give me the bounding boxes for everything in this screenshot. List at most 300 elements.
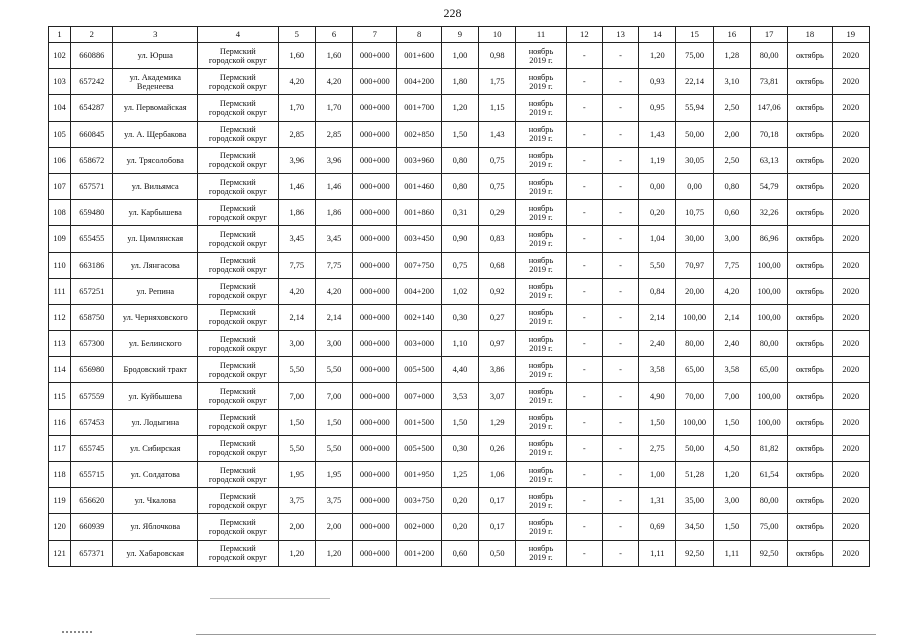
table-cell: 70,97 bbox=[676, 252, 713, 278]
table-cell: 1,10 bbox=[441, 331, 478, 357]
table-cell: 000+000 bbox=[353, 173, 397, 199]
table-cell: 3,75 bbox=[278, 488, 315, 514]
table-cell: - bbox=[602, 200, 638, 226]
table-cell: 2020 bbox=[832, 488, 869, 514]
table-cell: 113 bbox=[49, 331, 71, 357]
page-number: 228 bbox=[443, 6, 462, 20]
column-header: 2 bbox=[71, 27, 113, 43]
table-cell: 000+000 bbox=[353, 488, 397, 514]
table-cell: ул. Куйбышева bbox=[113, 383, 198, 409]
table-cell: 103 bbox=[49, 69, 71, 95]
table-cell: - bbox=[602, 226, 638, 252]
table-cell: Пермский городской округ bbox=[198, 409, 279, 435]
table-cell: ул. Трясолобова bbox=[113, 147, 198, 173]
table-cell: 22,14 bbox=[676, 69, 713, 95]
table-cell: 92,50 bbox=[750, 540, 787, 566]
table-cell: 657453 bbox=[71, 409, 113, 435]
column-header: 18 bbox=[788, 27, 832, 43]
table-cell: 1,20 bbox=[315, 540, 352, 566]
table-cell: 105 bbox=[49, 121, 71, 147]
table-cell: 4,20 bbox=[315, 69, 352, 95]
table-cell: 100,00 bbox=[750, 252, 787, 278]
table-cell: 660939 bbox=[71, 514, 113, 540]
table-cell: 655715 bbox=[71, 462, 113, 488]
table-cell: - bbox=[602, 383, 638, 409]
table-cell: 1,46 bbox=[278, 173, 315, 199]
table-cell: ул. Академика Веденеева bbox=[113, 69, 198, 95]
table-cell: 655455 bbox=[71, 226, 113, 252]
table-cell: 2020 bbox=[832, 69, 869, 95]
table-cell: 0,80 bbox=[441, 147, 478, 173]
table-row bbox=[49, 278, 870, 304]
table-cell: ул. Солдатова bbox=[113, 462, 198, 488]
table-cell: 2020 bbox=[832, 43, 869, 69]
table-cell: - bbox=[566, 226, 602, 252]
table-cell: ноябрь 2019 г. bbox=[516, 462, 566, 488]
table-row bbox=[49, 173, 870, 199]
table-cell: 117 bbox=[49, 435, 71, 461]
table-cell: 7,00 bbox=[278, 383, 315, 409]
table-row bbox=[49, 95, 870, 121]
table-cell: 004+200 bbox=[397, 278, 441, 304]
table-cell: - bbox=[566, 488, 602, 514]
table-cell: 0,95 bbox=[639, 95, 676, 121]
column-header: 9 bbox=[441, 27, 478, 43]
table-cell: 107 bbox=[49, 173, 71, 199]
table-cell: 3,45 bbox=[278, 226, 315, 252]
table-cell: 111 bbox=[49, 278, 71, 304]
table-cell: 000+000 bbox=[353, 304, 397, 330]
table-cell: 2,00 bbox=[278, 514, 315, 540]
table-cell: 2,85 bbox=[315, 121, 352, 147]
data-table bbox=[48, 26, 870, 567]
table-cell: октябрь bbox=[788, 357, 832, 383]
table-cell: 657242 bbox=[71, 69, 113, 95]
table-cell: 4,40 bbox=[441, 357, 478, 383]
table-cell: - bbox=[602, 435, 638, 461]
table-cell: 7,75 bbox=[315, 252, 352, 278]
table-cell: 000+000 bbox=[353, 331, 397, 357]
table-cell: 100,00 bbox=[750, 383, 787, 409]
table-cell: 3,00 bbox=[713, 226, 750, 252]
table-cell: Пермский городской округ bbox=[198, 69, 279, 95]
table-cell: 3,07 bbox=[479, 383, 516, 409]
table-cell: 1,28 bbox=[713, 43, 750, 69]
table-cell: - bbox=[602, 278, 638, 304]
table-cell: 5,50 bbox=[315, 357, 352, 383]
table-cell: - bbox=[602, 488, 638, 514]
table-cell: 3,75 bbox=[315, 488, 352, 514]
table-cell: 4,90 bbox=[639, 383, 676, 409]
table-cell: 1,60 bbox=[315, 43, 352, 69]
table-cell: 655745 bbox=[71, 435, 113, 461]
table-cell: 000+000 bbox=[353, 435, 397, 461]
table-row bbox=[49, 357, 870, 383]
table-cell: 81,82 bbox=[750, 435, 787, 461]
table-cell: - bbox=[602, 121, 638, 147]
table-cell: 75,00 bbox=[676, 43, 713, 69]
table-cell: 1,20 bbox=[639, 43, 676, 69]
table-cell: ноябрь 2019 г. bbox=[516, 278, 566, 304]
table-body bbox=[49, 43, 870, 567]
table-cell: 0,27 bbox=[479, 304, 516, 330]
table-cell: 000+000 bbox=[353, 357, 397, 383]
bottom-mark bbox=[62, 631, 92, 633]
table-cell: 1,20 bbox=[441, 95, 478, 121]
table-cell: октябрь bbox=[788, 43, 832, 69]
table-cell: 0,30 bbox=[441, 304, 478, 330]
table-cell: Бродовский тракт bbox=[113, 357, 198, 383]
table-cell: ноябрь 2019 г. bbox=[516, 409, 566, 435]
table-cell: октябрь bbox=[788, 147, 832, 173]
table-cell: 000+000 bbox=[353, 462, 397, 488]
table-cell: 1,02 bbox=[441, 278, 478, 304]
table-cell: 1,75 bbox=[479, 69, 516, 95]
table-cell: 2020 bbox=[832, 304, 869, 330]
table-cell: 3,96 bbox=[278, 147, 315, 173]
table-cell: 100,00 bbox=[676, 409, 713, 435]
table-cell: ноябрь 2019 г. bbox=[516, 435, 566, 461]
table-cell: 001+860 bbox=[397, 200, 441, 226]
table-cell: Пермский городской округ bbox=[198, 278, 279, 304]
table-cell: - bbox=[566, 121, 602, 147]
table-cell: 1,20 bbox=[278, 540, 315, 566]
table-row bbox=[49, 435, 870, 461]
table-cell: - bbox=[566, 540, 602, 566]
table-cell: 5,50 bbox=[278, 357, 315, 383]
table-cell: - bbox=[566, 409, 602, 435]
table-cell: 2,00 bbox=[315, 514, 352, 540]
table-cell: 2020 bbox=[832, 173, 869, 199]
table-cell: 000+000 bbox=[353, 514, 397, 540]
table-cell: 2,75 bbox=[639, 435, 676, 461]
table-cell: 1,15 bbox=[479, 95, 516, 121]
table-cell: - bbox=[566, 304, 602, 330]
table-cell: 80,00 bbox=[750, 488, 787, 514]
table-cell: 0,98 bbox=[479, 43, 516, 69]
table-cell: 657559 bbox=[71, 383, 113, 409]
table-cell: 1,50 bbox=[441, 121, 478, 147]
table-cell: 0,26 bbox=[479, 435, 516, 461]
table-cell: 1,43 bbox=[639, 121, 676, 147]
table-cell: 2,14 bbox=[713, 304, 750, 330]
table-row bbox=[49, 331, 870, 357]
table-cell: 70,18 bbox=[750, 121, 787, 147]
table-cell: 2020 bbox=[832, 435, 869, 461]
table-cell: - bbox=[566, 95, 602, 121]
table-cell: 50,00 bbox=[676, 121, 713, 147]
table-cell: Пермский городской округ bbox=[198, 173, 279, 199]
table-cell: - bbox=[602, 147, 638, 173]
table-row bbox=[49, 147, 870, 173]
table-cell: 001+950 bbox=[397, 462, 441, 488]
table-cell: ноябрь 2019 г. bbox=[516, 147, 566, 173]
table-cell: 100,00 bbox=[750, 304, 787, 330]
table-cell: 003+750 bbox=[397, 488, 441, 514]
table-cell: 65,00 bbox=[750, 357, 787, 383]
table-cell: 1,04 bbox=[639, 226, 676, 252]
column-header: 16 bbox=[713, 27, 750, 43]
table-cell: Пермский городской округ bbox=[198, 462, 279, 488]
table-cell: 0,50 bbox=[479, 540, 516, 566]
table-cell: - bbox=[602, 69, 638, 95]
table-cell: 1,50 bbox=[278, 409, 315, 435]
table-cell: 2020 bbox=[832, 514, 869, 540]
table-cell: 7,75 bbox=[278, 252, 315, 278]
table-cell: - bbox=[602, 462, 638, 488]
table-cell: 1,60 bbox=[278, 43, 315, 69]
footer-divider bbox=[210, 598, 330, 599]
table-cell: - bbox=[566, 200, 602, 226]
table-row bbox=[49, 43, 870, 69]
table-cell: 2020 bbox=[832, 226, 869, 252]
table-cell: 20,00 bbox=[676, 278, 713, 304]
table-cell: 3,00 bbox=[315, 331, 352, 357]
table-cell: 001+460 bbox=[397, 173, 441, 199]
table-row bbox=[49, 462, 870, 488]
table-cell: 100,00 bbox=[750, 409, 787, 435]
table-cell: октябрь bbox=[788, 278, 832, 304]
table-cell: Пермский городской округ bbox=[198, 514, 279, 540]
table-cell: ноябрь 2019 г. bbox=[516, 95, 566, 121]
table-cell: 659480 bbox=[71, 200, 113, 226]
table-cell: - bbox=[566, 278, 602, 304]
table-cell: 1,46 bbox=[315, 173, 352, 199]
table-cell: 100,00 bbox=[750, 278, 787, 304]
table-cell: 0,75 bbox=[479, 173, 516, 199]
table-cell: 2020 bbox=[832, 331, 869, 357]
table-cell: ноябрь 2019 г. bbox=[516, 331, 566, 357]
column-header: 8 bbox=[397, 27, 441, 43]
table-cell: ул. Карбышева bbox=[113, 200, 198, 226]
table-cell: 5,50 bbox=[315, 435, 352, 461]
table-cell: 3,58 bbox=[639, 357, 676, 383]
column-header: 10 bbox=[479, 27, 516, 43]
table-cell: 55,94 bbox=[676, 95, 713, 121]
table-cell: 657251 bbox=[71, 278, 113, 304]
table-cell: - bbox=[566, 43, 602, 69]
table-cell: 660886 bbox=[71, 43, 113, 69]
table-cell: 2020 bbox=[832, 121, 869, 147]
column-header: 1 bbox=[49, 27, 71, 43]
table-cell: 102 bbox=[49, 43, 71, 69]
table-cell: 000+000 bbox=[353, 200, 397, 226]
table-cell: ул. Лодыгина bbox=[113, 409, 198, 435]
table-cell: 2020 bbox=[832, 383, 869, 409]
table-row bbox=[49, 409, 870, 435]
table-cell: 1,11 bbox=[713, 540, 750, 566]
table-cell: ноябрь 2019 г. bbox=[516, 383, 566, 409]
table-cell: 115 bbox=[49, 383, 71, 409]
table-cell: 147,06 bbox=[750, 95, 787, 121]
table-cell: 75,00 bbox=[750, 514, 787, 540]
column-header: 14 bbox=[639, 27, 676, 43]
table-cell: октябрь bbox=[788, 69, 832, 95]
table-cell: 0,80 bbox=[713, 173, 750, 199]
table-cell: октябрь bbox=[788, 226, 832, 252]
table-cell: 000+000 bbox=[353, 147, 397, 173]
table-cell: - bbox=[602, 409, 638, 435]
table-cell: ул. Белинского bbox=[113, 331, 198, 357]
table-cell: 3,96 bbox=[315, 147, 352, 173]
table-cell: 1,06 bbox=[479, 462, 516, 488]
table-cell: 2020 bbox=[832, 357, 869, 383]
table-cell: 657571 bbox=[71, 173, 113, 199]
table-row bbox=[49, 540, 870, 566]
table-cell: 2020 bbox=[832, 95, 869, 121]
table-cell: 104 bbox=[49, 95, 71, 121]
table-cell: 000+000 bbox=[353, 278, 397, 304]
table-cell: ул. Первомайская bbox=[113, 95, 198, 121]
table-row bbox=[49, 488, 870, 514]
table-cell: 0,29 bbox=[479, 200, 516, 226]
table-cell: 109 bbox=[49, 226, 71, 252]
table-cell: 4,20 bbox=[713, 278, 750, 304]
table-cell: 005+500 bbox=[397, 435, 441, 461]
table-cell: Пермский городской округ bbox=[198, 331, 279, 357]
table-cell: - bbox=[602, 252, 638, 278]
column-header: 6 bbox=[315, 27, 352, 43]
table-cell: октябрь bbox=[788, 95, 832, 121]
table-cell: октябрь bbox=[788, 200, 832, 226]
table-cell: октябрь bbox=[788, 252, 832, 278]
table-cell: 1,00 bbox=[639, 462, 676, 488]
table-cell: 0,75 bbox=[479, 147, 516, 173]
table-cell: Пермский городской округ bbox=[198, 95, 279, 121]
table-cell: 7,00 bbox=[315, 383, 352, 409]
table-cell: 32,26 bbox=[750, 200, 787, 226]
table-cell: Пермский городской округ bbox=[198, 357, 279, 383]
table-cell: 004+200 bbox=[397, 69, 441, 95]
table-cell: 65,00 bbox=[676, 357, 713, 383]
table-cell: 3,00 bbox=[278, 331, 315, 357]
table-cell: октябрь bbox=[788, 304, 832, 330]
table-cell: 1,11 bbox=[639, 540, 676, 566]
table-cell: 1,50 bbox=[713, 514, 750, 540]
table-cell: - bbox=[566, 331, 602, 357]
table-cell: ул. Цимлянская bbox=[113, 226, 198, 252]
table-cell: 0,97 bbox=[479, 331, 516, 357]
table-cell: 30,05 bbox=[676, 147, 713, 173]
table-cell: 73,81 bbox=[750, 69, 787, 95]
table-cell: ноябрь 2019 г. bbox=[516, 514, 566, 540]
table-cell: октябрь bbox=[788, 173, 832, 199]
table-cell: 657300 bbox=[71, 331, 113, 357]
table-cell: ул. Черняховского bbox=[113, 304, 198, 330]
table-cell: 000+000 bbox=[353, 252, 397, 278]
table-cell: Пермский городской округ bbox=[198, 488, 279, 514]
table-cell: 35,00 bbox=[676, 488, 713, 514]
column-header: 19 bbox=[832, 27, 869, 43]
table-cell: октябрь bbox=[788, 331, 832, 357]
table-cell: - bbox=[566, 252, 602, 278]
table-cell: 51,28 bbox=[676, 462, 713, 488]
table-cell: - bbox=[566, 69, 602, 95]
column-header: 12 bbox=[566, 27, 602, 43]
table-cell: - bbox=[566, 383, 602, 409]
table-cell: 5,50 bbox=[278, 435, 315, 461]
table-cell: ул. Яблочкова bbox=[113, 514, 198, 540]
table-cell: 121 bbox=[49, 540, 71, 566]
table-cell: 2020 bbox=[832, 278, 869, 304]
column-header: 13 bbox=[602, 27, 638, 43]
table-cell: 80,00 bbox=[750, 331, 787, 357]
table-cell: 1,00 bbox=[441, 43, 478, 69]
table-cell: Пермский городской округ bbox=[198, 121, 279, 147]
table-cell: - bbox=[602, 304, 638, 330]
table-cell: октябрь bbox=[788, 488, 832, 514]
table-cell: 7,75 bbox=[713, 252, 750, 278]
table-cell: 1,86 bbox=[315, 200, 352, 226]
column-header: 11 bbox=[516, 27, 566, 43]
table-cell: - bbox=[566, 147, 602, 173]
table-cell: 1,29 bbox=[479, 409, 516, 435]
table-cell: 34,50 bbox=[676, 514, 713, 540]
table-cell: 000+000 bbox=[353, 69, 397, 95]
table-cell: 1,25 bbox=[441, 462, 478, 488]
table-cell: ул. Хабаровская bbox=[113, 540, 198, 566]
table-cell: октябрь bbox=[788, 409, 832, 435]
table-cell: 7,00 bbox=[713, 383, 750, 409]
table-cell: 2020 bbox=[832, 409, 869, 435]
table-cell: 4,50 bbox=[713, 435, 750, 461]
table-cell: октябрь bbox=[788, 383, 832, 409]
table-cell: 000+000 bbox=[353, 540, 397, 566]
table-cell: 119 bbox=[49, 488, 71, 514]
table-cell: 63,13 bbox=[750, 147, 787, 173]
table-cell: 1,70 bbox=[315, 95, 352, 121]
table-cell: - bbox=[602, 43, 638, 69]
table-row bbox=[49, 514, 870, 540]
table-cell: - bbox=[602, 173, 638, 199]
table-cell: 002+000 bbox=[397, 514, 441, 540]
table-cell: 1,43 bbox=[479, 121, 516, 147]
table-cell: 2,14 bbox=[315, 304, 352, 330]
table-cell: 000+000 bbox=[353, 95, 397, 121]
table-cell: ул. А. Щербакова bbox=[113, 121, 198, 147]
table-cell: 0,84 bbox=[639, 278, 676, 304]
table-cell: Пермский городской округ bbox=[198, 226, 279, 252]
table-cell: 114 bbox=[49, 357, 71, 383]
table-cell: ноябрь 2019 г. bbox=[516, 304, 566, 330]
table-row bbox=[49, 304, 870, 330]
table-cell: 5,50 bbox=[639, 252, 676, 278]
table-cell: 2,14 bbox=[639, 304, 676, 330]
table-cell: октябрь bbox=[788, 514, 832, 540]
bottom-divider bbox=[196, 634, 876, 635]
table-cell: - bbox=[602, 540, 638, 566]
table-cell: 0,92 bbox=[479, 278, 516, 304]
table-cell: 70,00 bbox=[676, 383, 713, 409]
table-cell: 0,90 bbox=[441, 226, 478, 252]
table-cell: 30,00 bbox=[676, 226, 713, 252]
table-cell: 0,30 bbox=[441, 435, 478, 461]
table-cell: 0,17 bbox=[479, 488, 516, 514]
table-cell: ноябрь 2019 г. bbox=[516, 43, 566, 69]
table-cell: ноябрь 2019 г. bbox=[516, 200, 566, 226]
table-cell: 2,00 bbox=[713, 121, 750, 147]
table-cell: ул. Чкалова bbox=[113, 488, 198, 514]
table-cell: 80,00 bbox=[750, 43, 787, 69]
table-cell: 1,20 bbox=[713, 462, 750, 488]
table-cell: 50,00 bbox=[676, 435, 713, 461]
table-cell: 86,96 bbox=[750, 226, 787, 252]
table-cell: октябрь bbox=[788, 462, 832, 488]
table-cell: ул. Юрша bbox=[113, 43, 198, 69]
table-cell: 654287 bbox=[71, 95, 113, 121]
table-cell: 116 bbox=[49, 409, 71, 435]
column-header: 5 bbox=[278, 27, 315, 43]
